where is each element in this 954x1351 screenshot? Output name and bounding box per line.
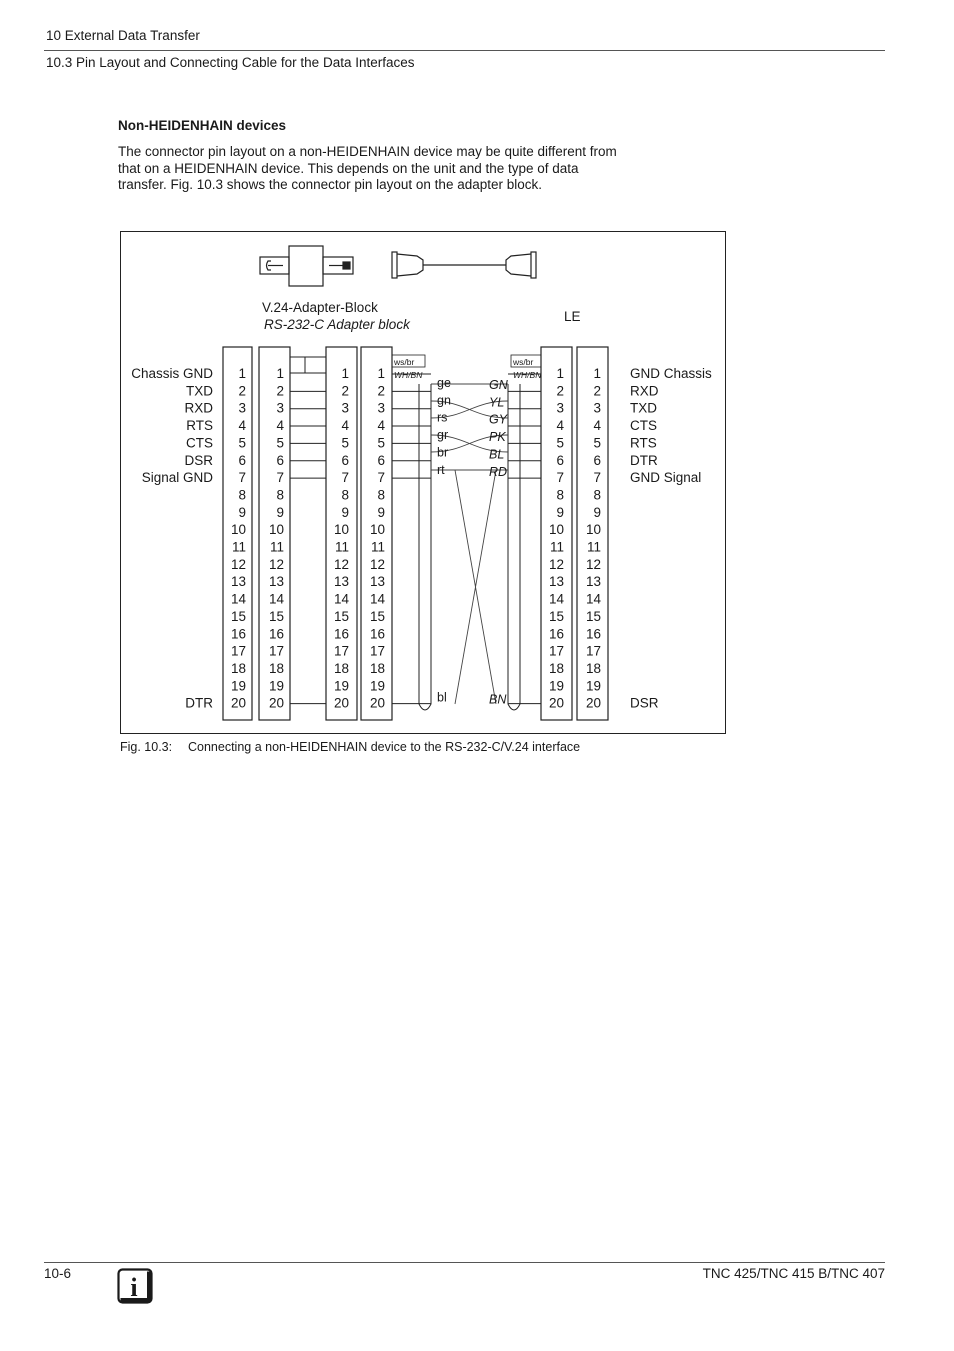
pin-number-col3: 14 — [333, 591, 349, 607]
pin-number-col2: 13 — [268, 574, 284, 590]
footer-rule — [44, 1262, 885, 1263]
pin-number-col3: 13 — [333, 574, 349, 590]
pin-number-col4: 16 — [369, 626, 385, 642]
caption-text: Connecting a non-HEIDENHAIN device to the RS-232-C/V.24 interface — [188, 740, 581, 754]
pin-number-col4: 19 — [369, 678, 385, 694]
diagram-dynamic — [131, 366, 712, 711]
pin-number-col2: 5 — [276, 435, 284, 451]
caption-number: Fig. 10.3: — [120, 740, 173, 754]
wire-color-de: br — [437, 445, 449, 460]
pin-number-col1: 4 — [238, 418, 246, 434]
pin-number-col6: 1 — [593, 366, 601, 381]
shield-right — [511, 355, 542, 380]
pin-number-col2: 6 — [276, 452, 284, 468]
pin-number-col6: 8 — [593, 487, 601, 503]
wire-color-en: PK — [489, 430, 506, 445]
pin-number-col2: 16 — [268, 626, 284, 642]
shield-tube-right — [508, 384, 520, 710]
pin-number-col6: 10 — [585, 522, 601, 538]
pin-number-col3: 11 — [334, 539, 349, 555]
wire-color-en: RD — [489, 464, 508, 479]
pin-number-col2: 8 — [276, 487, 284, 503]
pin-number-col6: 11 — [586, 539, 601, 555]
shield-tube-left — [419, 384, 431, 710]
pin-number-col5: 19 — [548, 678, 564, 694]
pin-number-col5: 6 — [556, 452, 564, 468]
pin-number-col1: 9 — [238, 504, 246, 520]
pin-number-col6: 14 — [585, 591, 601, 607]
shield-left-en: WH/BN — [394, 370, 423, 380]
pin-number-col5: 10 — [548, 522, 564, 538]
pin-number-col4: 17 — [369, 643, 385, 659]
pin-number-col1: 13 — [230, 574, 246, 590]
header-rule — [44, 50, 885, 51]
pin-number-col2: 17 — [268, 643, 284, 659]
wire-color-de: rt — [437, 462, 445, 477]
figure-caption — [120, 740, 580, 754]
adapter-block-icon — [260, 246, 353, 286]
pin-number-col5: 12 — [548, 556, 564, 572]
pin-number-col5: 15 — [548, 608, 564, 624]
pin-number-col4: 7 — [377, 470, 385, 486]
pin-number-col5: 13 — [548, 574, 564, 590]
le-label: LE — [564, 309, 581, 324]
pin-number-col3: 3 — [341, 400, 349, 416]
pin-number-col3: 15 — [333, 608, 349, 624]
pin-number-col1: 16 — [230, 626, 246, 642]
wiring-figure — [120, 231, 726, 734]
pin-number-col1: 11 — [231, 539, 246, 555]
pin-number-col3: 20 — [333, 695, 349, 711]
pin-number-col4: 18 — [369, 660, 385, 676]
pin-number-col1: 14 — [230, 591, 246, 607]
info-icon-letter: i — [130, 1273, 138, 1302]
pin-number-col4: 15 — [369, 608, 385, 624]
cable-icon — [392, 252, 536, 278]
pin-number-col5: 1 — [556, 366, 564, 381]
left-signal-label: Chassis GND — [131, 366, 213, 381]
adapter-bridge — [290, 357, 326, 373]
pin-number-col2: 4 — [276, 418, 284, 434]
right-signal-label: DSR — [630, 695, 659, 711]
pin-number-col5: 11 — [549, 539, 564, 555]
right-signal-label: RTS — [630, 435, 657, 451]
pin-number-col6: 6 — [593, 452, 601, 468]
pin-number-col2: 18 — [268, 660, 284, 676]
pin-number-col5: 5 — [556, 435, 564, 451]
left-signal-label: CTS — [186, 435, 213, 451]
wire-bottom-en: BN — [489, 692, 507, 707]
left-signal-label: DTR — [185, 695, 213, 711]
pin-number-col2: 20 — [268, 695, 284, 711]
pin-number-col4: 12 — [369, 556, 385, 572]
left-signal-label: Signal GND — [141, 470, 213, 486]
pin-number-col3: 17 — [333, 643, 349, 659]
pin-number-col6: 16 — [585, 626, 601, 642]
wire-color-de: gr — [437, 428, 449, 443]
left-signal-label: TXD — [186, 383, 213, 399]
pin-number-col4: 8 — [377, 487, 385, 503]
wiring-diagram — [121, 232, 727, 735]
pin-number-col3: 12 — [333, 556, 349, 572]
pin-number-col1: 6 — [238, 452, 246, 468]
body-paragraph: The connector pin layout on a non-HEIDENHAIN device may be quite different from that on a HEIDENHAIN device. This depends on the unit and the type of data transfer. Fig. 10.3 shows the connector pin layout on the adapter block. — [118, 144, 617, 192]
left-signal-label: RXD — [184, 400, 213, 416]
pin-number-col2: 10 — [268, 522, 284, 538]
pin-number-col6: 9 — [593, 504, 601, 520]
shield-left — [392, 355, 425, 380]
pin-number-col5: 16 — [548, 626, 564, 642]
left-signal-label: RTS — [186, 418, 213, 434]
pin-number-col5: 14 — [548, 591, 564, 607]
page-number: 10-6 — [44, 1266, 72, 1281]
pin-number-col1: 10 — [230, 522, 246, 538]
right-signal-label: GND Chassis — [630, 366, 712, 381]
pin-number-col6: 4 — [593, 418, 601, 434]
pin-number-col6: 12 — [585, 556, 601, 572]
pin-number-col2: 1 — [276, 366, 284, 381]
pin-number-col1: 18 — [230, 660, 246, 676]
shield-right-en: WH/BN — [513, 370, 542, 380]
info-icon — [117, 1268, 153, 1304]
pin-number-col6: 15 — [585, 608, 601, 624]
pin-number-col1: 5 — [238, 435, 246, 451]
pin-number-col4: 4 — [377, 418, 385, 434]
pin-number-col6: 5 — [593, 435, 601, 451]
pin-number-col2: 3 — [276, 400, 284, 416]
pin-number-col1: 20 — [230, 695, 246, 711]
pin-number-col2: 15 — [268, 608, 284, 624]
pin-number-col4: 6 — [377, 452, 385, 468]
pin-number-col1: 12 — [230, 556, 246, 572]
pin-number-col3: 10 — [333, 522, 349, 538]
pin-number-col5: 2 — [556, 383, 564, 399]
pin-number-col6: 7 — [593, 470, 601, 486]
pin-number-col5: 17 — [548, 643, 564, 659]
pin-number-col3: 2 — [341, 383, 349, 399]
section-header: 10.3 Pin Layout and Connecting Cable for the Data Interfaces — [46, 55, 415, 70]
pin-number-col2: 19 — [268, 678, 284, 694]
pin-number-col4: 14 — [369, 591, 385, 607]
pin-number-col6: 18 — [585, 660, 601, 676]
pin-number-col1: 1 — [238, 366, 246, 381]
pin-number-col4: 3 — [377, 400, 385, 416]
pin-number-col2: 14 — [268, 591, 284, 607]
pin-number-col4: 13 — [369, 574, 385, 590]
pin-number-col5: 20 — [548, 695, 564, 711]
pin-number-col1: 3 — [238, 400, 246, 416]
pin-number-col3: 7 — [341, 470, 349, 486]
wire-color-de: rs — [437, 410, 448, 425]
pin-number-col3: 6 — [341, 452, 349, 468]
pin-number-col2: 9 — [276, 504, 284, 520]
wire-color-en: GN — [489, 378, 508, 392]
wire-bottom-de: bl — [437, 690, 447, 705]
pin-number-col2: 7 — [276, 470, 284, 486]
right-signal-label: CTS — [630, 418, 657, 434]
shield-left-de: ws/br — [394, 357, 415, 367]
pin-number-col4: 1 — [377, 366, 385, 381]
wire-color-en: GY — [489, 412, 508, 427]
pin-number-col5: 7 — [556, 470, 564, 486]
right-signal-label: GND Signal — [630, 470, 702, 486]
product-model: TNC 425/TNC 415 B/TNC 407 — [702, 1266, 885, 1281]
pin-number-col2: 11 — [269, 539, 284, 555]
pin-number-col3: 18 — [333, 660, 349, 676]
wire-color-en: BL — [489, 447, 505, 462]
section-heading: Non-HEIDENHAIN devices — [118, 118, 287, 133]
adapter-label: V.24-Adapter-Block — [262, 300, 378, 315]
right-signal-label: DTR — [630, 452, 658, 468]
right-signal-label: TXD — [630, 400, 657, 416]
pin-number-col5: 9 — [556, 504, 564, 520]
pin-number-col5: 3 — [556, 400, 564, 416]
pin-number-col1: 17 — [230, 643, 246, 659]
pin-number-col1: 19 — [230, 678, 246, 694]
pin-number-col5: 4 — [556, 418, 564, 434]
pin-number-col5: 8 — [556, 487, 564, 503]
pin-number-col5: 18 — [548, 660, 564, 676]
pin-number-col6: 17 — [585, 643, 601, 659]
pin-number-col1: 7 — [238, 470, 246, 486]
pin-number-col4: 10 — [369, 522, 385, 538]
pin-number-col2: 2 — [276, 383, 284, 399]
pin-number-col4: 20 — [369, 695, 385, 711]
pin-number-col3: 8 — [341, 487, 349, 503]
pin-number-col4: 11 — [370, 539, 385, 555]
pin-number-col4: 5 — [377, 435, 385, 451]
pin-number-col3: 9 — [341, 504, 349, 520]
pin-number-col6: 3 — [593, 400, 601, 416]
pin-number-col4: 2 — [377, 383, 385, 399]
wire-color-en: YL — [489, 395, 505, 410]
pin-number-col6: 2 — [593, 383, 601, 399]
adapter-label-en: RS-232-C Adapter block — [264, 317, 410, 332]
pin-number-col3: 4 — [341, 418, 349, 434]
pin-number-col1: 8 — [238, 487, 246, 503]
wire-color-de: gn — [437, 393, 451, 408]
pin-number-col3: 5 — [341, 435, 349, 451]
pin-number-col2: 12 — [268, 556, 284, 572]
chapter-header: 10 External Data Transfer — [46, 28, 200, 43]
pin-number-col3: 19 — [333, 678, 349, 694]
shield-right-de: ws/br — [513, 357, 534, 367]
pin-number-col1: 15 — [230, 608, 246, 624]
pin-number-col3: 16 — [333, 626, 349, 642]
left-signal-label: DSR — [184, 452, 213, 468]
right-signal-label: RXD — [630, 383, 659, 399]
pin-number-col3: 1 — [341, 366, 349, 381]
pin-number-col6: 20 — [585, 695, 601, 711]
pin-number-col6: 19 — [585, 678, 601, 694]
wire-color-de: ge — [437, 376, 451, 390]
pin-number-col4: 9 — [377, 504, 385, 520]
pin-number-col1: 2 — [238, 383, 246, 399]
pin-number-col6: 13 — [585, 574, 601, 590]
